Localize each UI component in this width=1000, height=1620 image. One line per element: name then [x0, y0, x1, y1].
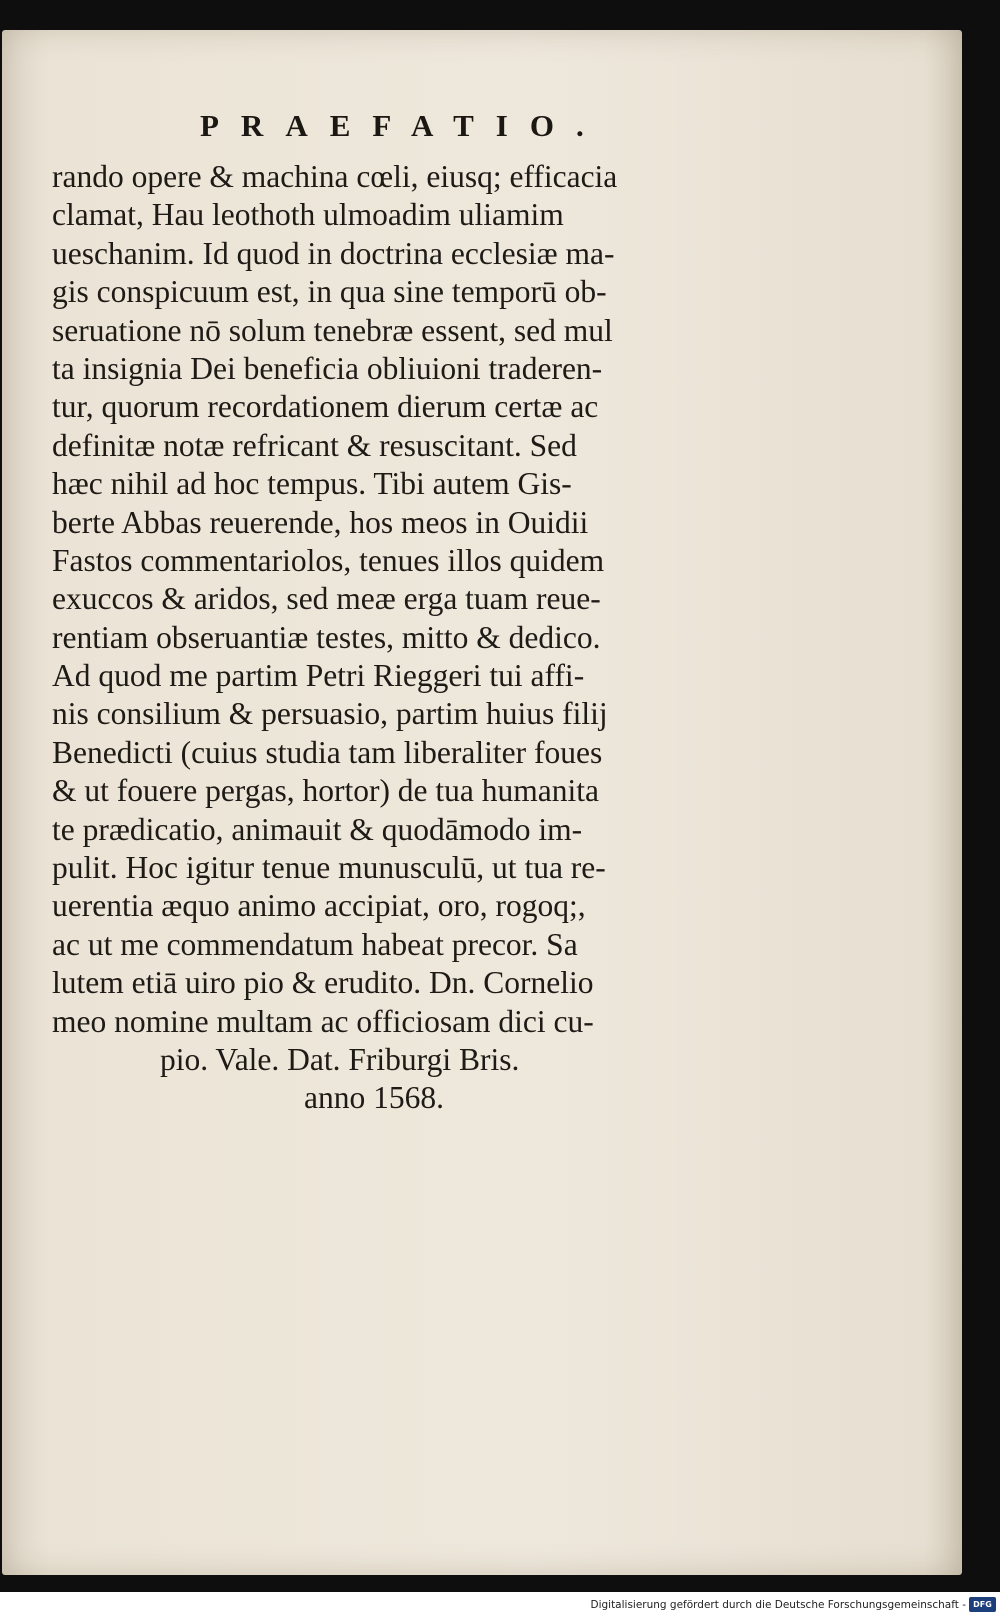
text-line: nis consilium & persuasio, partim huius filij	[52, 696, 608, 732]
text-line: lutem etiā uiro pio & erudito. Dn. Cornelio	[52, 965, 594, 1001]
dfg-logo: DFG	[969, 1597, 996, 1612]
text-line: Benedicti (cuius studia tam liberaliter foues	[52, 734, 603, 770]
text-line: ta insignia Dei beneficia obliuioni traderen-	[52, 350, 603, 386]
text-line: rando opere & machina cœli, eiusq; efficacia	[52, 159, 618, 194]
text-line: & ut fouere pergas, hortor) de tua humanita	[52, 773, 599, 809]
page-heading: PRAEFATIO.	[200, 108, 606, 143]
text-line: gis conspicuum est, in qua sine temporū ob-	[52, 274, 607, 310]
text-line: pulit. Hoc igitur tenue munusculū, ut tua re-	[52, 850, 606, 886]
text-line: definitæ notæ refricant & resuscitant. Sed	[52, 427, 577, 463]
text-line: pio. Vale. Dat. Friburgi Bris.	[160, 1041, 520, 1077]
text-line: rentiam obseruantiæ testes, mitto & dedico.	[52, 619, 601, 655]
text-line: anno 1568.	[304, 1080, 444, 1116]
funding-credit: Digitalisierung gefördert durch die Deutsche Forschungsgemeinschaft -	[590, 1599, 966, 1611]
text-line: ueschanim. Id quod in doctrina ecclesiæ ma-	[52, 235, 615, 271]
text-line: te prædicatio, animauit & quodāmodo im-	[52, 811, 583, 847]
text-line: Ad quod me partim Petri Rieggeri tui affi-	[52, 658, 585, 694]
text-line: exuccos & aridos, sed meæ erga tuam reue-	[52, 581, 601, 617]
text-line: ac ut me commendatum habeat precor. Sa	[52, 926, 578, 962]
text-line: Fastos commentariolos, tenues illos quidem	[52, 542, 605, 578]
text-line: tur, quorum recordationem dierum certæ ac	[52, 389, 599, 425]
body-text	[52, 158, 732, 1118]
text-line: berte Abbas reuerende, hos meos in Ouidii	[52, 504, 589, 540]
text-line: hæc nihil ad hoc tempus. Tibi autem Gis-	[52, 466, 572, 502]
text-line: uerentia æquo animo accipiat, oro, rogoq;,	[52, 888, 586, 924]
footer-bar	[0, 1592, 1000, 1620]
text-line: clamat, Hau leothoth ulmoadim uliamim	[52, 197, 564, 233]
text-line: seruatione nō solum tenebræ essent, sed mul	[52, 312, 613, 348]
text-line: meo nomine multam ac officiosam dici cu-	[52, 1003, 594, 1039]
